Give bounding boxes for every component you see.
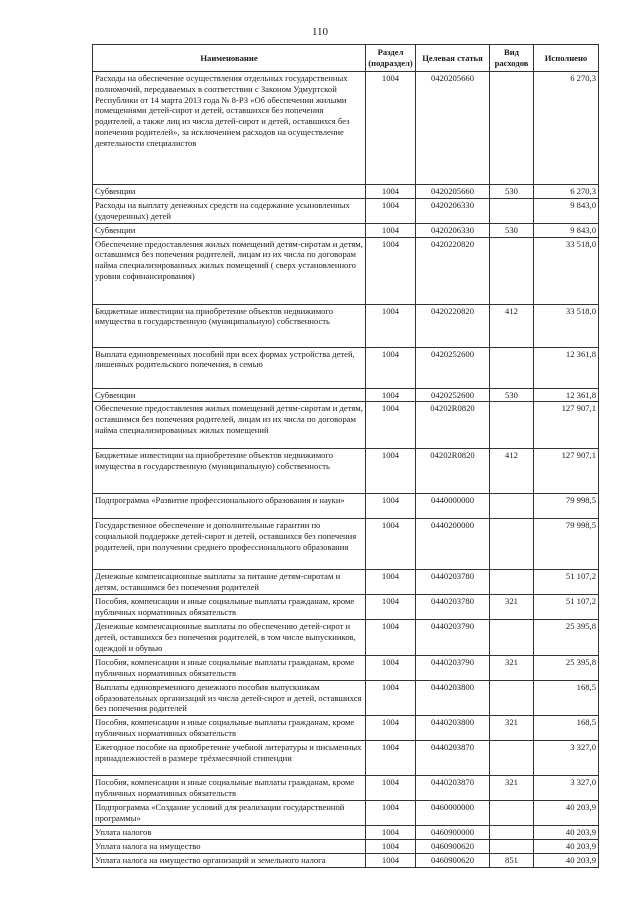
table-row <box>93 595 599 620</box>
row-name: Субвенции <box>93 223 366 237</box>
row-section: 1004 <box>366 223 416 237</box>
row-article: 0440200000 <box>416 519 490 570</box>
row-type <box>490 620 534 655</box>
row-article: 0420220820 <box>416 237 490 304</box>
row-article: 0420206330 <box>416 198 490 223</box>
table-row <box>93 347 599 388</box>
table-row <box>93 839 599 853</box>
table-body <box>93 72 599 868</box>
row-name: Денежные компенсационные выплаты по обеспечению детей-сирот и детей, оставшихся без попечения родителей, в том числе выпускников, одеждой и обувью <box>93 620 366 655</box>
row-section: 1004 <box>366 72 416 185</box>
row-name: Государственное обеспечение и дополнительные гарантии по социальной поддержке детей-сирот и детей, оставшихся без попечения родителей, при получении среднего профессионального образования <box>93 519 366 570</box>
row-name: Бюджетные инвестиции на приобретение объектов недвижимого имущества в государственную (муниципальную) собственность <box>93 304 366 347</box>
row-section: 1004 <box>366 680 416 715</box>
row-type: 851 <box>490 853 534 867</box>
table-row <box>93 741 599 776</box>
table-row <box>93 198 599 223</box>
table-row <box>93 519 599 570</box>
row-section: 1004 <box>366 185 416 199</box>
table-row <box>93 72 599 185</box>
row-type <box>490 198 534 223</box>
row-type <box>490 826 534 840</box>
row-executed: 127 907,1 <box>534 402 599 449</box>
table-row <box>93 402 599 449</box>
row-article: 0460900620 <box>416 853 490 867</box>
row-name: Подпрограмма «Развитие профессионального образования и науки» <box>93 494 366 519</box>
header-type: Вид расходов <box>490 45 534 72</box>
row-section: 1004 <box>366 716 416 741</box>
header-section: Раздел (подраздел) <box>366 45 416 72</box>
row-type <box>490 741 534 776</box>
row-type <box>490 402 534 449</box>
row-name: Расходы на выплату денежных средств на содержание усыновленных (удочеренных) детей <box>93 198 366 223</box>
row-section: 1004 <box>366 595 416 620</box>
row-article: 0460900620 <box>416 839 490 853</box>
row-executed: 168,5 <box>534 680 599 715</box>
row-name: Подпрограмма «Создание условий для реализации государственной программы» <box>93 801 366 826</box>
table-row <box>93 716 599 741</box>
row-article: 0420205660 <box>416 72 490 185</box>
row-name: Субвенции <box>93 185 366 199</box>
row-type <box>490 347 534 388</box>
row-type <box>490 237 534 304</box>
row-executed: 33 518,0 <box>534 237 599 304</box>
row-executed: 9 843,0 <box>534 223 599 237</box>
row-section: 1004 <box>366 519 416 570</box>
row-article: 0420206330 <box>416 223 490 237</box>
page-number: 110 <box>311 26 329 38</box>
row-executed: 3 327,0 <box>534 741 599 776</box>
row-executed: 12 361,8 <box>534 388 599 402</box>
row-name: Пособия, компенсации и иные социальные выплаты гражданам, кроме публичных нормативных обязательств <box>93 716 366 741</box>
table-row <box>93 237 599 304</box>
table-row <box>93 655 599 680</box>
row-executed: 6 270,3 <box>534 185 599 199</box>
table-row <box>93 449 599 494</box>
row-executed: 25 395,8 <box>534 655 599 680</box>
row-article: 0460900000 <box>416 826 490 840</box>
row-type <box>490 519 534 570</box>
header-name: Наименование <box>93 45 366 72</box>
row-executed: 6 270,3 <box>534 72 599 185</box>
row-type: 412 <box>490 304 534 347</box>
row-section: 1004 <box>366 801 416 826</box>
table-row <box>93 304 599 347</box>
row-name: Выплаты единовременного денежного пособия выпускникам образовательных организаций из числа детей-сирот и детей, оставшихся без попечения родителей <box>93 680 366 715</box>
row-article: 0440203870 <box>416 741 490 776</box>
row-article: 0440203800 <box>416 716 490 741</box>
row-name: Обеспечение предоставления жилых помещений детям-сиротам и детям, оставшимся без попечения родителей, лицам из их числа по договорам найма специализированных жилых помещений ( сверх установленного уровня софинансирования) <box>93 237 366 304</box>
row-name: Пособия, компенсации и иные социальные выплаты гражданам, кроме публичных нормативных обязательств <box>93 595 366 620</box>
row-type: 530 <box>490 388 534 402</box>
table-row <box>93 388 599 402</box>
row-section: 1004 <box>366 853 416 867</box>
row-type: 530 <box>490 223 534 237</box>
row-executed: 51 107,2 <box>534 595 599 620</box>
row-name: Субвенции <box>93 388 366 402</box>
row-section: 1004 <box>366 402 416 449</box>
row-executed: 9 843,0 <box>534 198 599 223</box>
row-executed: 25 395,8 <box>534 620 599 655</box>
row-name: Расходы на обеспечение осуществления отдельных государственных полномочий, передаваемых в соответствии с Законом Удмуртской Республики от 14 марта 2013 года № 8-РЗ «Об обеспечении жилыми помещениями детей-сирот и детей, оставшихся без попечения родителей, а также лиц из числа детей-сирот и детей, оставшихся без попечения родителей», за исключением расходов на осуществление деятельности специалистов <box>93 72 366 185</box>
row-section: 1004 <box>366 570 416 595</box>
row-name: Уплата налогов <box>93 826 366 840</box>
row-name: Ежегодное пособие на приобретение учебной литературы и письменных принадлежностей в размере трёхмесячной стипендии <box>93 741 366 776</box>
budget-table <box>92 44 599 868</box>
row-type: 321 <box>490 655 534 680</box>
row-article: 0440203780 <box>416 595 490 620</box>
row-section: 1004 <box>366 776 416 801</box>
table-row <box>93 620 599 655</box>
row-name: Денежные компенсационные выплаты за питание детям-сиротам и детям, оставшимся без попечения родителей <box>93 570 366 595</box>
table-row <box>93 776 599 801</box>
row-article: 0420220820 <box>416 304 490 347</box>
row-executed: 40 203,9 <box>534 839 599 853</box>
row-executed: 3 327,0 <box>534 776 599 801</box>
row-article: 0420252600 <box>416 388 490 402</box>
row-section: 1004 <box>366 620 416 655</box>
row-executed: 79 998,5 <box>534 519 599 570</box>
row-name: Выплата единовременных пособий при всех формах устройства детей, лишенных родительского попечения, в семью <box>93 347 366 388</box>
row-article: 0440203800 <box>416 680 490 715</box>
row-section: 1004 <box>366 388 416 402</box>
row-article: 0440203780 <box>416 570 490 595</box>
row-name: Бюджетные инвестиции на приобретение объектов недвижимого имущества в государственную (муниципальную) собственность <box>93 449 366 494</box>
table-row <box>93 570 599 595</box>
row-section: 1004 <box>366 826 416 840</box>
row-type: 530 <box>490 185 534 199</box>
row-type: 321 <box>490 595 534 620</box>
table-row <box>93 853 599 867</box>
row-section: 1004 <box>366 304 416 347</box>
row-executed: 79 998,5 <box>534 494 599 519</box>
row-article: 0440000000 <box>416 494 490 519</box>
row-executed: 168,5 <box>534 716 599 741</box>
row-article: 0440203870 <box>416 776 490 801</box>
row-executed: 51 107,2 <box>534 570 599 595</box>
row-name: Уплата налога на имущество организаций и земельного налога <box>93 853 366 867</box>
row-name: Пособия, компенсации и иные социальные выплаты гражданам, кроме публичных нормативных обязательств <box>93 776 366 801</box>
row-section: 1004 <box>366 237 416 304</box>
row-section: 1004 <box>366 449 416 494</box>
row-section: 1004 <box>366 198 416 223</box>
row-type: 321 <box>490 716 534 741</box>
row-type: 412 <box>490 449 534 494</box>
row-article: 04202R0820 <box>416 449 490 494</box>
table-row <box>93 494 599 519</box>
header-executed: Исполнено <box>534 45 599 72</box>
row-executed: 33 518,0 <box>534 304 599 347</box>
row-section: 1004 <box>366 839 416 853</box>
row-type <box>490 494 534 519</box>
row-name: Уплата налога на имущество <box>93 839 366 853</box>
row-article: 04202R0820 <box>416 402 490 449</box>
row-executed: 127 907,1 <box>534 449 599 494</box>
row-article: 0460000000 <box>416 801 490 826</box>
row-type <box>490 801 534 826</box>
row-type <box>490 839 534 853</box>
row-article: 0440203790 <box>416 655 490 680</box>
table-header-row <box>93 45 599 72</box>
row-type <box>490 72 534 185</box>
table-row <box>93 185 599 199</box>
row-name: Пособия, компенсации и иные социальные выплаты гражданам, кроме публичных нормативных обязательств <box>93 655 366 680</box>
row-type <box>490 570 534 595</box>
table-row <box>93 223 599 237</box>
row-type: 321 <box>490 776 534 801</box>
row-executed: 40 203,9 <box>534 801 599 826</box>
table-row <box>93 826 599 840</box>
row-section: 1004 <box>366 494 416 519</box>
row-executed: 12 361,8 <box>534 347 599 388</box>
row-executed: 40 203,9 <box>534 853 599 867</box>
row-article: 0440203790 <box>416 620 490 655</box>
row-section: 1004 <box>366 741 416 776</box>
row-article: 0420205660 <box>416 185 490 199</box>
row-section: 1004 <box>366 347 416 388</box>
table-row <box>93 680 599 715</box>
row-name: Обеспечение предоставления жилых помещений детям-сиротам и детям, оставшимся без попечения родителей, лицам из их числа по договорам найма специализированных жилых помещений <box>93 402 366 449</box>
row-executed: 40 203,9 <box>534 826 599 840</box>
row-type <box>490 680 534 715</box>
header-article: Целевая статья <box>416 45 490 72</box>
table-row <box>93 801 599 826</box>
row-section: 1004 <box>366 655 416 680</box>
row-article: 0420252600 <box>416 347 490 388</box>
